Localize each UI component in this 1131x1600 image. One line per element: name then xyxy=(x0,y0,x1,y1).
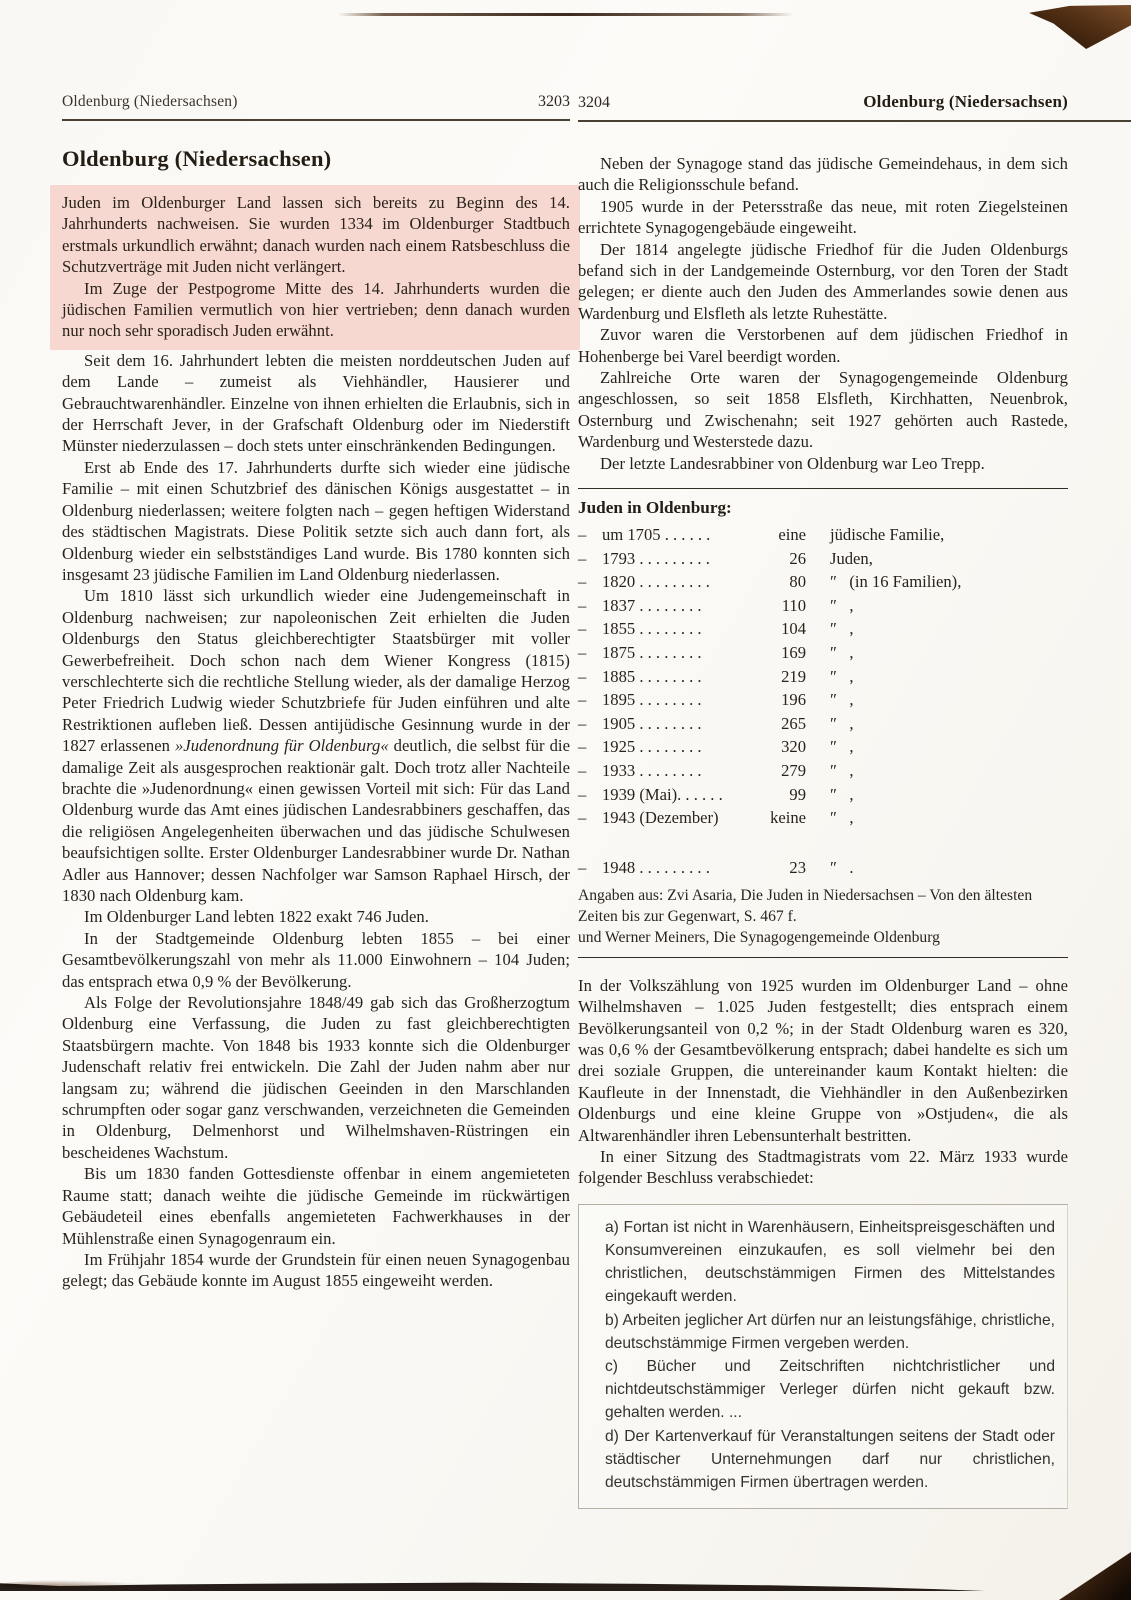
paragraph: Seit dem 16. Jahrhundert lebten die meisten norddeutschen Juden auf dem Lande – zumeist als Viehhändler, Hausierer und Gebrauchtwarenhändler. Einzelne von ihnen erhielten die Erlaubnis, sich in der Herrschaft Jever, in der Grafschaft Oldenburg oder im Niederstift Münster niederzulassen – doch stets unter einschränkenden Bedingungen. xyxy=(62,350,570,456)
running-head-left xyxy=(62,90,570,114)
paragraph: Im Oldenburger Land lebten 1822 exakt 746 Juden. xyxy=(84,907,429,927)
source-note: und Werner Meiners, Die Synagogengemeinde Oldenburg xyxy=(578,929,940,946)
table-row: – 1895 . . . . . . . . 196 ″ , xyxy=(578,690,854,710)
table-row: – 1820 . . . . . . . . . 80 ″ (in 16 Familien), xyxy=(578,572,962,592)
table-row: – 1948 . . . . . . . . . 23 ″ . xyxy=(578,857,854,877)
right-body-text-bottom xyxy=(578,975,1068,1189)
article-title: Oldenburg (Niedersachsen) xyxy=(62,146,332,171)
left-page-column xyxy=(62,90,570,1292)
paragraph: Um 1810 lässt sich urkundlich wieder eine Judengemeinschaft in Oldenburg nachweisen; zur napoleonischen Zeit erhielten die Juden Oldenburgs den Status gleichberechtigter Staatsbürger mit voller Gewerbefreiheit. Doch schon nach dem Wiener Kongress (1815) verschlechterte sich die rechtliche Stellung wieder, als der damalige Herzog Peter Friedrich Ludwig wieder Schutzbriefe für Juden einführen und alte Restriktionen aufleben ließ. Dessen antijüdische Gesinnung wurde in der 1827 erlassenen »Judenordnung für Oldenburg« deutlich, die selbst für die damalige Zeit als ausgesprochen reaktionär galt. Doch trotz aller Nachteile brachte die »Judenordnung« einen gewissen Vorteil mit sich: Für das Land Oldenburg wurde das Amt eines jüdischen Landesrabbiners geschaffen, das die religiösen Angelegenheiten überwachen und das jüdische Schulwesen beaufsichtigen sollte. Erster Oldenburger Landesrabbiner wurde Dr. Nathan Adler aus Hannover; dessen Nachfolger war Samson Raphael Hirsch, der 1830 nach Oldenburg kam. xyxy=(62,586,571,905)
quote-item: a) Fortan ist nicht in Warenhäusern, Einheitspreisgeschäften und Konsumvereinen einzukaufen, es soll vielmehr bei den christlichen, deutschstämmigen Firmen des Mittelstandes eingekauft werden. xyxy=(605,1218,1055,1306)
paragraph: 1905 wurde in der Petersstraße das neue, mit roten Ziegelsteinen errichtete Synagogengebäude eingeweiht. xyxy=(578,196,1068,238)
paragraph: Als Folge der Revolutionsjahre 1848/49 gab sich das Großherzogtum Oldenburg eine Verfassung, die Juden zu fast gleichberechtigten Staatsbürgern machte. Von 1848 bis 1933 konnte sich die Oldenburger Judenschaft relativ frei entwickeln. Die Zahl der Juden nahm aber nur langsam zu; während die jüdischen Geeinden in den Marschlanden schrumpften oder sogar ganz verschwanden, verzeichneten die Gemeinden in Oldenburg, Delmenhorst und Wilhelmshaven-Rüstringen ein bescheidenes Wachstum. xyxy=(62,993,570,1162)
page-number: 3203 xyxy=(538,93,570,110)
paragraph: Der letzte Landesrabbiner von Oldenburg war Leo Trepp. xyxy=(600,453,985,473)
quote-item: d) Der Kartenverkauf für Veranstaltungen seitens der Stadt oder städtischer Unternehmungen darf nur christlichen, deutschstämmigen Firmen übertragen werden. xyxy=(605,1427,1055,1492)
paragraph: Zahlreiche Orte waren der Synagogengemeinde Oldenburg angeschlossen, so seit 1858 Elsfleth, Kirchhatten, Neuenbrok, Osternburg und Zwischenahn; seit 1927 gehörten auch Rastede, Wardenburg und Westerstede dazu. xyxy=(578,368,1068,452)
paragraph: Zuvor waren die Verstorbenen auf dem jüdischen Friedhof in Hohenberge bei Varel beerdigt worden. xyxy=(578,325,1068,366)
paragraph: Juden im Oldenburger Land lassen sich bereits zu Beginn des 14. Jahrhunderts nachweisen. Sie wurden 1334 im Oldenburger Stadtbuch erstmals urkundlich erwähnt; danach wurden nach einem Ratsbeschluss die Schutzverträge mit Juden nicht verlängert. xyxy=(62,193,570,277)
right-body-text-top xyxy=(578,153,1068,474)
table-row: – 1885 . . . . . . . . 219 ″ , xyxy=(578,666,854,686)
table-sources xyxy=(578,886,1068,948)
paragraph: Bis um 1830 fanden Gottesdienste offenbar in einem angemieteten Raume statt; danach weihte die jüdische Gemeinde im rückwärtigen Gebäudeteil eines ebenfalls angemieteten Fachwerkhauses in der Mühlenstraße einen Synagogenraum ein. xyxy=(62,1164,570,1248)
header-rule xyxy=(578,120,1131,122)
paragraph: Im Zuge der Pestpogrome Mitte des 14. Jahrhunderts wurden die jüdischen Familien vermutlich von hier vertrieben; denn danach wurden nur noch sehr sporadisch Juden erwähnt. xyxy=(62,278,570,341)
running-head-right xyxy=(578,90,1068,115)
page-curl-bottom-right xyxy=(1059,1550,1131,1600)
table-row: – 1943 (Dezember) keine ″ , xyxy=(578,808,854,828)
paragraph: In der Stadtgemeinde Oldenburg lebten 1855 – bei einer Gesamtbevölkerungszahl von mehr als 11.000 Einwohnern – 104 Juden; das entsprach etwa 0,9 % der Bevölkerung. xyxy=(62,928,570,991)
table-row: – 1933 . . . . . . . . 279 ″ , xyxy=(578,761,854,781)
paragraph: In einer Sitzung des Stadtmagistrats vom 22. März 1933 wurde folgender Beschluss verabschiedet: xyxy=(578,1147,1068,1188)
scan-artifact-top-line xyxy=(338,13,794,16)
paragraph: Neben der Synagoge stand das jüdische Gemeindehaus, in dem sich auch die Religionsschule befand. xyxy=(578,154,1068,195)
population-table xyxy=(578,523,1068,879)
paragraph: Im Frühjahr 1854 wurde der Grundstein für einen neuen Synagogenbau gelegt; das Gebäude konnte im August 1855 eingeweiht werden. xyxy=(62,1249,570,1291)
right-page-column xyxy=(578,90,1068,1509)
table-row: – 1939 (Mai). . . . . . 99 ″ , xyxy=(578,784,854,804)
page-curl-top-right xyxy=(1029,5,1131,49)
running-head-title: Oldenburg (Niedersachsen) xyxy=(62,93,238,110)
header-rule xyxy=(62,119,570,121)
table-row: – 1925 . . . . . . . . 320 ″ , xyxy=(578,737,854,757)
running-head-title: Oldenburg (Niedersachsen) xyxy=(863,92,1068,111)
paragraph: In der Volkszählung von 1925 wurden im Oldenburger Land – ohne Wilhelmshaven – 1.025 Juden festgestellt; dies entsprach einem Bevölkerungsanteil von 0,2 %; in der Stadt Oldenburg waren es 320, was 0,6 % der Gesamtbevölkerung entsprach; dabei handelte es sich um drei soziale Gruppen, die untereinander kaum Kontakt hielten: die Kaufleute in der Innenstadt, die Viehhändler in den Außenbezirken Oldenburgs und eine kleine Gruppe von »Ostjuden«, die als Altwarenhändler ihren Lebensunterhalt bestritten. xyxy=(578,975,1068,1145)
table-bottom-rule xyxy=(578,957,1068,958)
source-note: Angaben aus: Zvi Asaria, Die Juden in Niedersachsen – Von den ältesten Zeiten bis zur Gegenwart, S. 467 f. xyxy=(578,887,1033,926)
table-row: – 1875 . . . . . . . . 169 ″ , xyxy=(578,643,854,663)
paragraph: Der 1814 angelegte jüdische Friedhof für die Juden Oldenburgs befand sich in der Landgemeinde Osternburg, vor den Toren der Stadt gelegen; er diente auch den Juden des Ammerlandes sowie denen aus Wardenburg und Elsfleth als letzte Ruhestätte. xyxy=(578,239,1068,323)
quote-item: b) Arbeiten jeglicher Art dürfen nur an leistungsfähige, christliche, deutschstämmige Firmen vergeben werden. xyxy=(605,1311,1055,1352)
highlight-block xyxy=(50,185,580,350)
table-row: – 1837 . . . . . . . . 110 ″ , xyxy=(578,595,854,615)
page-number: 3204 xyxy=(578,94,610,111)
table-row: – 1905 . . . . . . . . 265 ″ , xyxy=(578,713,854,733)
left-body-text xyxy=(62,350,570,1292)
table-row: – 1793 . . . . . . . . . 26 Juden, xyxy=(578,548,873,568)
table-top-rule xyxy=(578,488,1068,489)
table-title: Juden in Oldenburg: xyxy=(578,498,732,518)
table-row: – 1855 . . . . . . . . 104 ″ , xyxy=(578,619,854,639)
paragraph: Erst ab Ende des 17. Jahrhunderts durfte sich wieder eine jüdische Familie – mit einen Schutzbrief des dänischen Königs ausgestattet – in Oldenburg niederlassen; weitere folgten nach – gegen heftigen Widerstand des städtischen Magistrats. Diese Politik setzte sich auch dann fort, als Oldenburg wieder ein selbstständiges Land wurde. Bis 1780 konnten sich insgesamt 23 jüdische Familien im Land Oldenburg niederlassen. xyxy=(62,457,570,584)
decree-quote-block xyxy=(578,1204,1068,1509)
quote-item: c) Bücher und Zeitschriften nichtchristlicher und nichtdeutschstämmiger Verleger dürfen nicht gekauft bzw. gehalten werden. ... xyxy=(605,1358,1055,1422)
table-row: – um 1705 . . . . . . eine jüdische Familie, xyxy=(578,525,945,545)
